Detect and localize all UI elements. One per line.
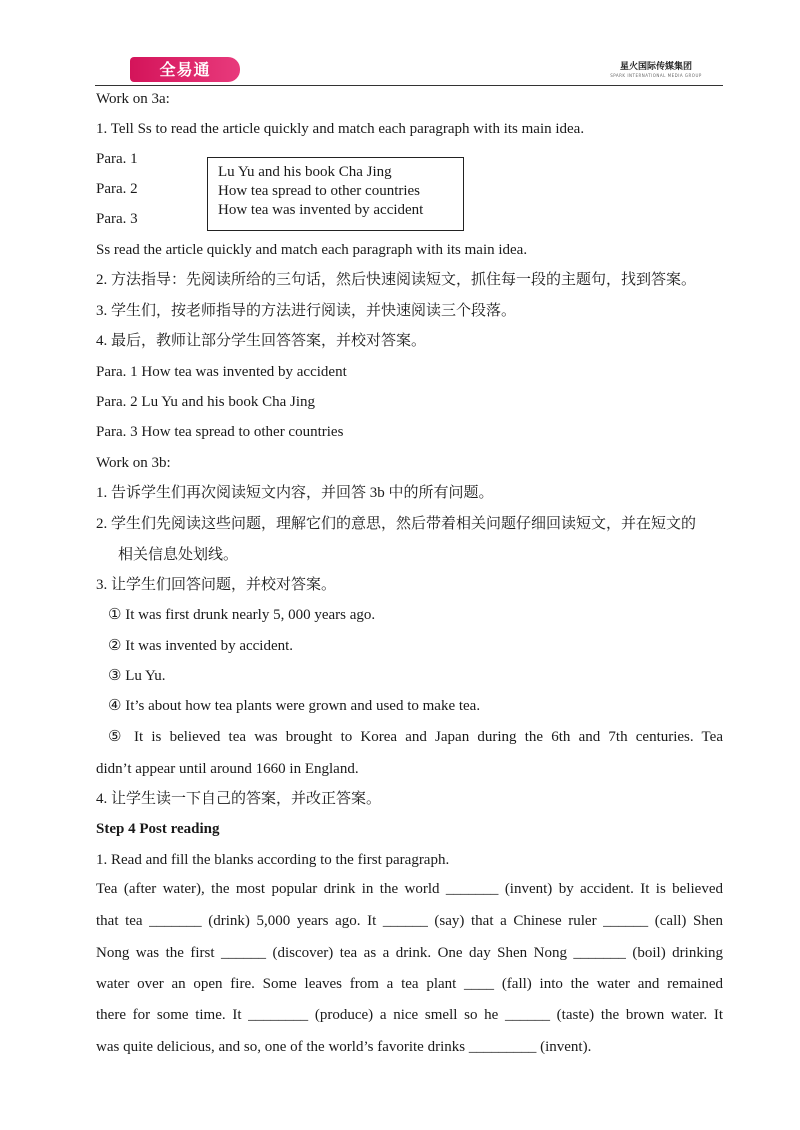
instruction-line: 3. 学生们，按老师指导的方法进行阅读，并快速阅读三个段落。 [96,303,517,319]
instruction-line: 2. 学生们先阅读这些问题，理解它们的意思，然后带着相关问题仔细回读短文，并在短文的 [96,516,697,532]
instruction-line: 1. 告诉学生们再次阅读短文内容，并回答 3b 中的所有问题。 [96,485,494,501]
instruction-line: 1. Tell Ss to read the article quickly and match each paragraph with its main idea. [96,121,585,137]
header-rule [95,85,723,86]
answer-line: Para. 1 How tea was invented by accident [96,364,347,380]
instruction-line: 4. 最后，教师让部分学生回答答案，并校对答案。 [96,333,427,349]
main-idea-box [207,157,464,231]
step-heading: Step 4 Post reading [96,821,220,837]
answer-item-continued: didn’t appear until around 1660 in England. [96,761,359,777]
exercise-paragraph-line: Nong was the first ______ (discover) tea as a drink. One day Shen Nong _______ (boil) drinking [96,945,723,961]
main-idea-option: Lu Yu and his book Cha Jing [218,164,392,180]
answer-item: ② It was invented by accident. [108,638,294,654]
instruction-line: 3. 让学生们回答问题，并校对答案。 [96,577,337,593]
instruction-line: 2. 方法指导：先阅读所给的三句话，然后快速阅读短文，抓住每一段的主题句，找到答案。 [96,272,697,288]
instruction-line: Ss read the article quickly and match each paragraph with its main idea. [96,242,528,258]
exercise-paragraph-line: there for some time. It ________ (produce) a nice smell so he ______ (taste) the brown water. It [96,1007,723,1023]
answer-item: ① It was first drunk nearly 5, 000 years ago. [108,607,376,623]
para-label-1: Para. 1 [96,151,138,167]
instruction-line: 相关信息处划线。 [118,547,239,563]
exercise-paragraph-line: was quite delicious, and so, one of the world’s favorite drinks _________ (invent). [96,1039,592,1055]
brand-name: 星火国际传媒集团 [619,62,692,72]
exercise-paragraph-line: water over an open fire. Some leaves from a tea plant ____ (fall) into the water and remained [96,976,723,992]
exercise-instruction: 1. Read and fill the blanks according to the first paragraph. [96,852,450,868]
main-idea-option: How tea was invented by accident [218,202,424,218]
section-heading-3a: Work on 3a: [96,91,170,107]
answer-item: ⑤ It is believed tea was brought to Korea and Japan during the 6th and 7th centuries. Tea [108,729,723,745]
main-idea-option: How tea spread to other countries [218,183,421,199]
section-heading-3b: Work on 3b: [96,455,171,471]
brand-subtitle: SPARK INTERNATIONAL MEDIA GROUP [610,73,702,78]
publisher-brand [596,62,716,79]
answer-line: Para. 3 How tea spread to other countries [96,424,344,440]
answer-item: ③ Lu Yu. [108,668,166,684]
exercise-paragraph-line: Tea (after water), the most popular drink in the world _______ (invent) by accident. It is believed [96,881,723,897]
logo: 全易通 [130,57,240,82]
page-header [0,0,800,90]
para-label-2: Para. 2 [96,181,138,197]
answer-line: Para. 2 Lu Yu and his book Cha Jing [96,394,316,410]
instruction-line: 4. 让学生读一下自己的答案，并改正答案。 [96,791,382,807]
answer-item: ④ It’s about how tea plants were grown and used to make tea. [108,698,481,714]
exercise-paragraph-line: that tea _______ (drink) 5,000 years ago. It ______ (say) that a Chinese ruler ______ (call) Shen [96,913,723,929]
para-label-3: Para. 3 [96,211,138,227]
